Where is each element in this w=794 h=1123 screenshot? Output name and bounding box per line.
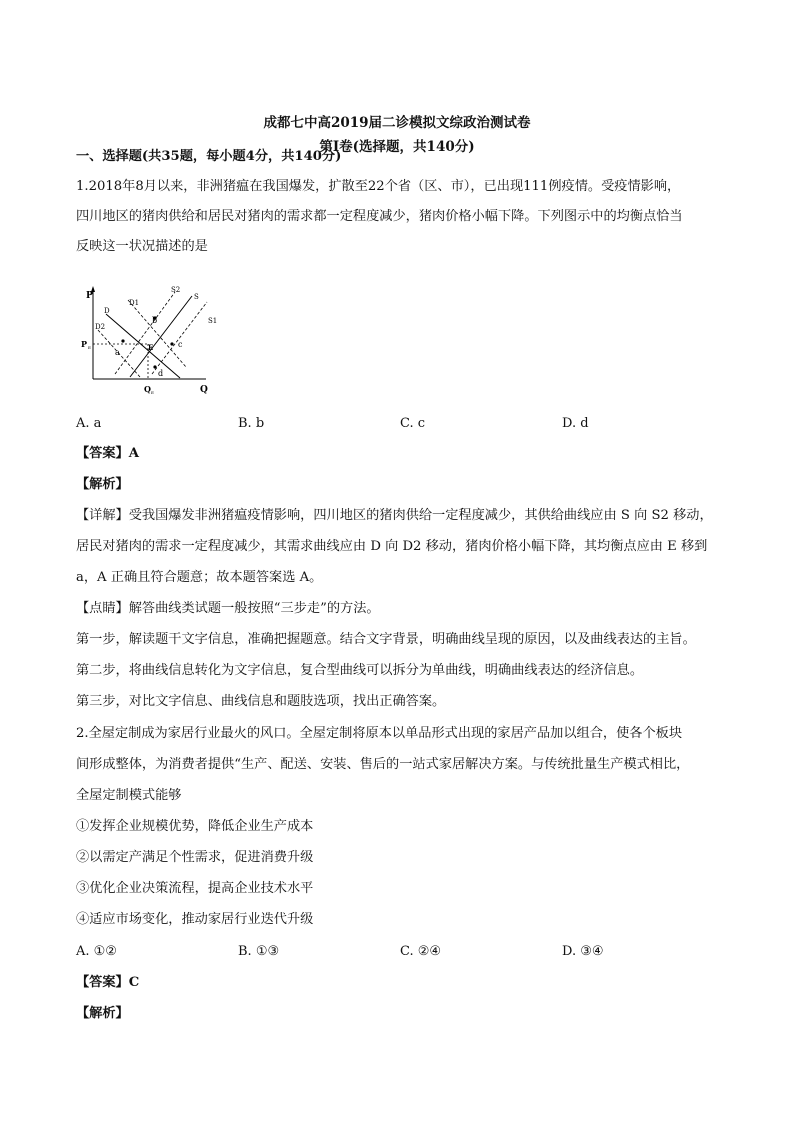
label-pe-sub: E xyxy=(88,345,91,350)
curve-s xyxy=(130,296,192,377)
point-a xyxy=(121,339,124,342)
label-b: b xyxy=(152,316,158,325)
q1-option-d: D. d xyxy=(562,416,589,431)
q2-item-2: ②以需定产满足个性需求，促进消费升级 xyxy=(76,850,314,865)
section-heading: 一、选择题(共35题，每小题4分，共140分) xyxy=(76,149,342,164)
q1-stem-line-1: 1.2018年8月以来，非洲猪瘟在我国爆发，扩散至22个省（区、市），已出现111例疫情。受疫情影响， xyxy=(76,179,681,194)
q1-tip-line-4: 第三步，对比文字信息、曲线信息和题肢选项，找出正确答案。 xyxy=(76,694,446,709)
label-d2: D2 xyxy=(95,323,106,331)
q2-option-d: D. ③④ xyxy=(562,944,604,959)
curve-d1 xyxy=(128,300,186,367)
q2-item-4: ④适应市场变化，推动家居行业迭代升级 xyxy=(76,912,314,927)
q1-analysis-label: 【解析】 xyxy=(76,477,129,492)
label-s1: S1 xyxy=(208,317,218,325)
label-c: c xyxy=(178,340,183,349)
q2-answer: 【答案】C xyxy=(76,975,140,990)
q1-option-c: C. c xyxy=(400,416,426,431)
page-title: 成都七中高2019届二诊模拟文综政治测试卷 xyxy=(263,115,531,131)
page-subtitle: 第I卷(选择题，共140分) xyxy=(319,139,475,155)
q2-item-3: ③优化企业决策流程，提高企业技术水平 xyxy=(76,881,314,896)
q1-stem-line-3: 反映这一状况描述的是 xyxy=(76,239,208,254)
q1-detail-line-2: 居民对猪肉的需求一定程度减少，其需求曲线应由 D 向 D2 移动，猪肉价格小幅下降，其均衡点应由 E 移到 xyxy=(76,539,708,554)
point-c xyxy=(170,342,173,345)
q1-detail-line-3: a，A 正确且符合题意；故本题答案选 A。 xyxy=(76,570,323,585)
p-axis-label: P xyxy=(86,291,93,301)
label-d: D xyxy=(104,307,110,315)
q2-item-1: ①发挥企业规模优势，降低企业生产成本 xyxy=(76,819,314,834)
label-pe: P xyxy=(81,339,88,349)
curve-d xyxy=(106,314,180,378)
label-s: S xyxy=(194,293,199,301)
q2-stem-line-3: 全屋定制模式能够 xyxy=(76,788,182,803)
q2-analysis-label: 【解析】 xyxy=(76,1006,129,1021)
curve-s2 xyxy=(115,292,175,374)
point-d xyxy=(153,365,156,368)
label-qe-sub: E xyxy=(151,390,154,395)
q1-option-a: A. a xyxy=(76,416,102,431)
q2-stem-line-2: 间形成整体，为消费者提供“生产、配送、安装、售后的一站式家居解决方案。与传统批量生产模式相比， xyxy=(76,757,690,772)
q1-stem-line-2: 四川地区的猪肉供给和居民对猪肉的需求都一定程度减少，猪肉价格小幅下降。下列图示中的均衡点恰当 xyxy=(76,209,683,224)
q1-tip-line-2: 第一步，解读题干文字信息，准确把握题意。结合文字背景，明确曲线呈现的原因，以及曲线表达的主旨。 xyxy=(76,632,696,647)
label-qe: Q xyxy=(144,384,151,394)
label-s2: S2 xyxy=(171,286,181,294)
q2-option-a: A. ①② xyxy=(76,944,117,959)
q2-stem-line-1: 2.全屋定制成为家居行业最火的风口。全屋定制将原本以单品形式出现的家居产品加以组合，使各个板块 xyxy=(76,726,683,741)
q2-option-c: C. ②④ xyxy=(400,944,442,959)
q1-answer: 【答案】A xyxy=(76,446,139,461)
q1-tip-line-3: 第二步，将曲线信息转化为文字信息，复合型曲线可以拆分为单曲线，明确曲线表达的经济信息。 xyxy=(76,663,644,678)
q1-detail-line-1: 【详解】受我国爆发非洲猪瘟疫情影响，四川地区的猪肉供给一定程度减少，其供给曲线应由 S 向 S2 移动， xyxy=(76,508,713,523)
label-d1: D1 xyxy=(129,299,140,307)
q1-option-b: B. b xyxy=(238,416,265,431)
label-e: E xyxy=(148,343,154,352)
label-d-point: d xyxy=(158,369,164,378)
supply-demand-graph xyxy=(80,282,230,400)
label-a: a xyxy=(115,348,120,357)
q-axis-label: Q xyxy=(200,385,208,395)
q1-tip-line-1: 【点睛】解答曲线类试题一般按照“三步走”的方法。 xyxy=(76,601,380,616)
q2-option-b: B. ①③ xyxy=(238,944,280,959)
